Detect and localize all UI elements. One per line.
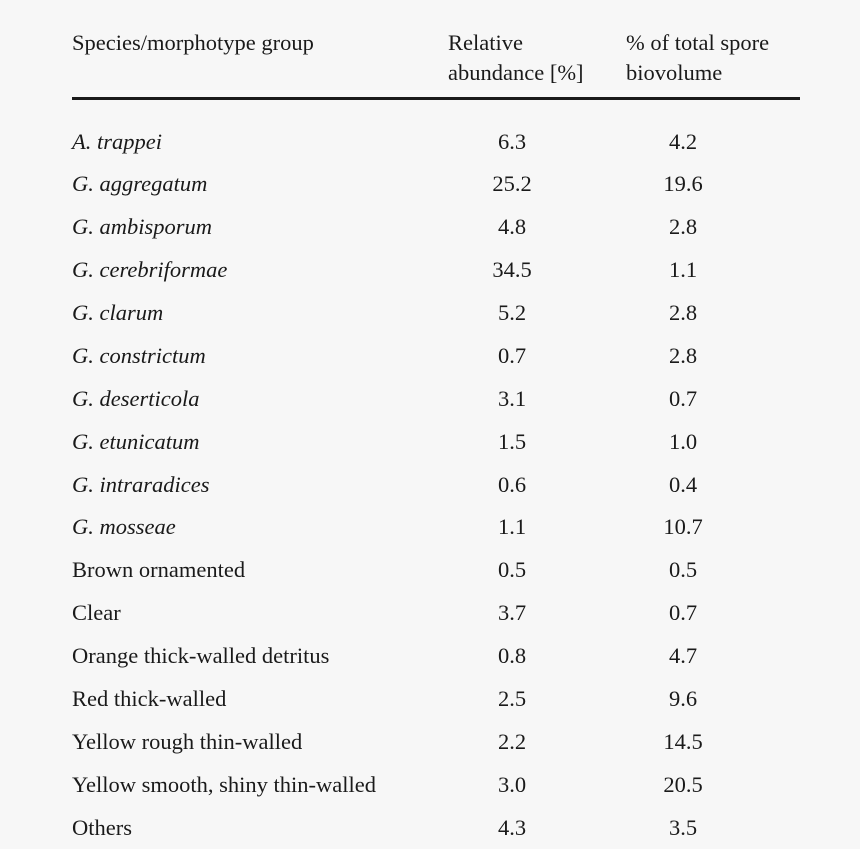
cell-relative-abundance: 0.6	[497, 471, 527, 497]
cell-relative-abundance: 2.5	[497, 685, 527, 711]
cell-percent-biovolume: 4.2	[668, 128, 698, 154]
cell-relative-abundance: 25.2	[492, 171, 532, 197]
cell-percent-biovolume: 0.7	[668, 600, 698, 626]
cell-species-name: G. clarum	[72, 300, 164, 326]
cell-relative-abundance: 6.3	[497, 128, 527, 154]
cell-species-name: Red thick-walled	[72, 685, 227, 711]
column-header-percent-biovolume-line2: biovolume	[626, 59, 723, 85]
cell-percent-biovolume: 20.5	[663, 771, 703, 797]
cell-percent-biovolume: 14.5	[663, 728, 703, 754]
cell-species-name: G. intraradices	[72, 471, 210, 497]
column-header-species	[72, 28, 440, 97]
column-header-percent-biovolume-line1: % of total spore	[626, 30, 770, 55]
cell-relative-abundance: 5.2	[497, 300, 527, 326]
cell-relative-abundance: 0.5	[497, 557, 527, 583]
table-row	[72, 163, 800, 206]
cell-species-name: G. cerebriformae	[72, 257, 228, 283]
cell-species-name: Yellow rough thin-walled	[72, 728, 303, 754]
cell-species-name: G. constrictum	[72, 342, 206, 368]
cell-relative-abundance: 3.0	[497, 771, 527, 797]
cell-species-name: G. aggregatum	[72, 171, 208, 197]
table-row	[72, 592, 800, 635]
table-row	[72, 335, 800, 378]
column-header-relative-abundance	[440, 28, 612, 97]
cell-percent-biovolume: 2.8	[668, 300, 698, 326]
cell-relative-abundance: 0.8	[497, 643, 527, 669]
cell-percent-biovolume: 0.4	[668, 471, 698, 497]
cell-percent-biovolume: 2.8	[668, 342, 698, 368]
cell-species-name: G. etunicatum	[72, 428, 200, 454]
cell-relative-abundance: 4.3	[497, 814, 527, 840]
cell-species-name: Yellow smooth, shiny thin-walled	[72, 771, 376, 797]
table-row	[72, 635, 800, 678]
cell-relative-abundance: 3.7	[497, 600, 527, 626]
table-row	[72, 292, 800, 335]
cell-percent-biovolume: 4.7	[668, 643, 698, 669]
cell-relative-abundance: 2.2	[497, 728, 527, 754]
table-body	[72, 120, 800, 849]
cell-percent-biovolume: 1.1	[668, 257, 698, 283]
cell-percent-biovolume: 1.0	[668, 428, 698, 454]
column-header-percent-biovolume	[612, 28, 800, 97]
cell-percent-biovolume: 0.5	[668, 557, 698, 583]
table-row	[72, 421, 800, 464]
cell-species-name: G. deserticola	[72, 385, 200, 411]
cell-species-name: Brown ornamented	[72, 557, 246, 583]
table-row	[72, 463, 800, 506]
table-header	[72, 28, 800, 120]
cell-relative-abundance: 1.1	[497, 514, 527, 540]
column-header-relative-abundance-line1: Relative	[448, 30, 523, 55]
table-row	[72, 721, 800, 764]
cell-percent-biovolume: 19.6	[663, 171, 703, 197]
header-rule-cell	[72, 97, 800, 120]
table-row	[72, 249, 800, 292]
cell-species-name: G. mosseae	[72, 514, 176, 540]
table-row	[72, 206, 800, 249]
cell-percent-biovolume: 0.7	[668, 385, 698, 411]
cell-relative-abundance: 0.7	[497, 342, 527, 368]
cell-relative-abundance: 1.5	[497, 428, 527, 454]
cell-percent-biovolume: 3.5	[668, 814, 698, 840]
cell-species-name: A. trappei	[72, 128, 162, 154]
cell-species-name: G. ambisporum	[72, 214, 213, 240]
header-rule-row	[72, 97, 800, 120]
header-row	[72, 28, 800, 97]
column-header-relative-abundance-line2: abundance [%]	[448, 59, 584, 85]
cell-relative-abundance: 3.1	[497, 385, 527, 411]
species-abundance-table	[72, 28, 800, 849]
cell-species-name: Orange thick-walled detritus	[72, 643, 330, 669]
cell-species-name: Clear	[72, 600, 121, 626]
cell-percent-biovolume: 9.6	[668, 685, 698, 711]
cell-percent-biovolume: 2.8	[668, 214, 698, 240]
table-row	[72, 806, 800, 849]
cell-species-name: Others	[72, 814, 132, 840]
table-row	[72, 120, 800, 163]
cell-relative-abundance: 34.5	[492, 257, 532, 283]
table-row	[72, 678, 800, 721]
cell-percent-biovolume: 10.7	[663, 514, 703, 540]
table-row	[72, 378, 800, 421]
header-rule-spacer	[72, 100, 800, 120]
table-row	[72, 764, 800, 807]
table-row	[72, 549, 800, 592]
table-row	[72, 506, 800, 549]
cell-relative-abundance: 4.8	[497, 214, 527, 240]
column-header-species-line1: Species/morphotype group	[72, 30, 314, 55]
